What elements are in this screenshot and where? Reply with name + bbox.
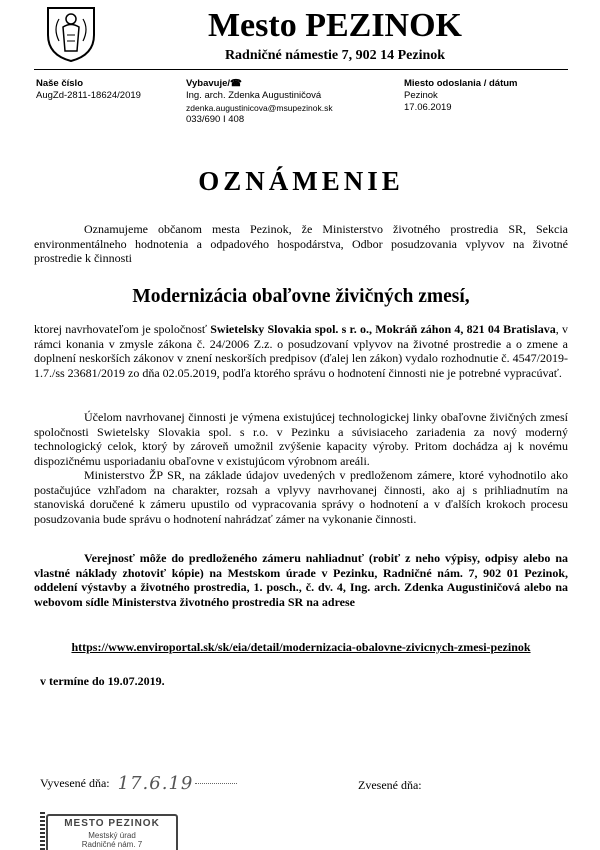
document-title: OZNÁMENIE (198, 166, 404, 196)
city-title: Mesto PEZINOK (207, 7, 463, 44)
intro-paragraph: Oznamujeme občanom mesta Pezinok, že Ministerstvo životného prostredia SR, Sekcia environmentálneho hodnotenia a odpadového hospodárstva, Odbor posudzovania vplyvov na životné prostredie k činnosti (34, 222, 568, 266)
city-address: Radničné námestie 7, 902 14 Pezinok (224, 48, 446, 63)
paragraph-applicant (34, 322, 568, 380)
paragraph-ministry: Ministerstvo ŽP SR, na základe údajov uvedených v predloženom zámere, ktoré vyhodnotilo ako postačujúce vzhľadom na charakter, rozsah a vplyvy navrhovanej činnosti, ako aj s prihliadnutím na stanoviská doručené k zámeru upustilo od vypracovania správy o hodnotení a v ďalších krokoch procesu posudzovania bude správu o hodnotení nahrádzať zámer na vykonanie činnosti. (34, 468, 568, 526)
handler-phone: 033/690 I 408 (186, 114, 245, 125)
header-divider (34, 69, 568, 70)
handler-block (186, 78, 333, 126)
reference-value: AugZd-2811-18624/2019 (36, 90, 141, 101)
office-stamp (40, 812, 180, 850)
paragraph-applicant-rest: , v rámci konania v zmysle zákona č. 24/2006 Z.z. o posudzovaní vplyvov na životné prostredie a o zmene a doplnení neskorších zákonov v znení neskorších predpisov (ďalej len zákon) vydalo rozhodnutie č. 4547/2019-1.7./ss 23681/2019 zo dňa 02.05.2019, podľa ktorého správu o hodnotení činnosti nie je potrebné vypracúvať. (34, 322, 569, 380)
reference-label: Naše číslo (36, 78, 83, 89)
handler-label: Vybavuje/☎ (186, 78, 242, 89)
deadline-text: v termíne do 19.07.2019. (40, 674, 165, 688)
place-value: Pezinok (404, 90, 438, 101)
place-date-block (404, 78, 518, 114)
project-title: Modernizácia obaľovne živičných zmesí, (132, 286, 470, 307)
place-date-label: Miesto odoslania / dátum (404, 78, 518, 89)
city-crest-icon (45, 5, 97, 63)
handler-name: Ing. arch. Zdenka Augustiničová (186, 90, 322, 101)
reference-block (36, 78, 141, 102)
stamp-edge (40, 812, 45, 850)
paragraph-purpose: Účelom navrhovanej činnosti je výmena existujúcej technologickej linky obaľovne živičných zmesí spoločnosti Swietelsky Slovakia spol. s r.o. v Pezinku a súvisiaceho zariadenia za nový moderný technologický celok, ktorý by zároveň umožnil zvýšenie kapacity výroby. Pritom dochádza aj k novému dispozičnému usporiadaniu obaľovne v existujúcom výrobnom areáli. (34, 410, 568, 468)
posted-row (40, 773, 237, 794)
stamp-line-address: Radničné nám. 7 (81, 840, 143, 849)
paragraph-public-access: Verejnosť môže do predloženého zámeru nahliadnuť (robiť z neho výpisy, odpisy alebo na vlastné náklady zhotoviť kópie) na Mestskom úrade v Pezinku, Radničné nám. 7, 902 01 Pezinok, oddelení výstavby a životného prostredia, 1. posch., č. dv. 4, Ing. arch. Zdenka Augustiničová alebo na webovom sídle Ministerstva životného prostredia SR na adrese (34, 551, 568, 609)
applicant-company: Swietelsky Slovakia spol. s r. o., Mokráň záhon 4, 821 04 Bratislava (210, 322, 556, 336)
stamp-title: MESTO PEZINOK (64, 818, 160, 829)
date-value: 17.06.2019 (404, 102, 452, 113)
paragraph-applicant-lead: ktorej navrhovateľom je spoločnosť (34, 322, 211, 336)
stamp-line-office: Mestský úrad (88, 831, 136, 840)
posted-date-handwritten: 17.6.19 (117, 773, 194, 794)
posted-dotted-line (195, 783, 237, 784)
enviroportal-link[interactable]: https://www.enviroportal.sk/sk/eia/detail/modernizacia-obalovne-zivicnych-zmesi-pezinok (71, 640, 531, 654)
stamp-frame (46, 814, 178, 850)
handler-email: zdenka.augustinicova@msupezinok.sk (186, 103, 333, 113)
posted-label: Vyvesené dňa: (40, 776, 110, 790)
removed-label: Zvesené dňa: (358, 778, 422, 792)
